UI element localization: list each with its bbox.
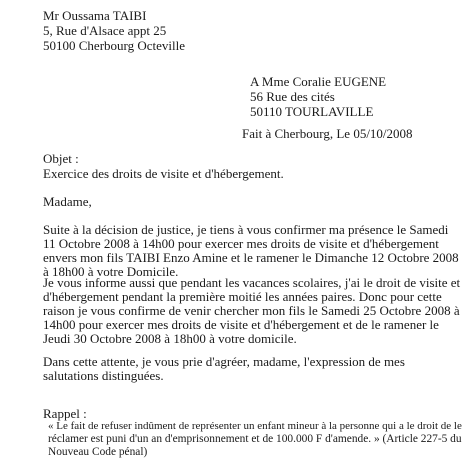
objet-text: Exercice des droits de visite et d'hébergement.: [43, 166, 284, 181]
recipient-name: A Mme Coralie EUGENE: [250, 74, 387, 89]
paragraph-line: 11 Octobre 2008 à 14h00 pour exercer mes droits de visite et d'hébergement: [43, 236, 439, 251]
paragraph-line: raison je vous confirme de venir chercher mon fils le Samedi 25 Octobre 2008 à: [43, 303, 460, 318]
paragraph-line: d'hébergement pendant la première moitié les années paires. Donc pour cette: [43, 289, 442, 304]
paragraph-line: salutations distinguées.: [43, 368, 164, 383]
place-date: Fait à Cherbourg, Le 05/10/2008: [242, 126, 413, 141]
sender-address-line2: 50100 Cherbourg Octeville: [43, 38, 186, 53]
recipient-address-line2: 50110 TOURLAVILLE: [250, 104, 374, 119]
paragraph-line: à 18h00 à votre Domicile.: [43, 264, 179, 279]
sender-name: Mr Oussama TAIBI: [43, 8, 147, 23]
paragraph-line: envers mon fils TAIBI Enzo Amine et le ramener le Dimanche 12 Octobre 2008: [43, 250, 459, 265]
paragraph-line: Jeudi 30 Octobre 2008 à 18h00 à votre domicile.: [43, 331, 297, 346]
paragraph-line: 14h00 pour exercer mes droits de visite et d'hébergement et de le ramener le: [43, 317, 439, 332]
salutation: Madame,: [43, 194, 92, 209]
paragraph-line: Dans cette attente, je vous prie d'agréer, madame, l'expression de mes: [43, 354, 405, 369]
recipient-address-line1: 56 Rue des cités: [250, 89, 335, 104]
paragraph-line: Je vous informe aussi que pendant les vacances scolaires, j'ai le droit de visite et: [43, 275, 461, 290]
rappel-line: réclamer est puni d'un an d'emprisonnement et de 100.000 F d'amende. » (Article 227-5 du: [48, 433, 462, 445]
rappel-line: « Le fait de refuser indûment de représenter un enfant mineur à la personne qui a le droit de le: [48, 420, 462, 432]
rappel-line: Nouveau Code pénal): [48, 446, 148, 458]
sender-address-line1: 5, Rue d'Alsace appt 25: [43, 23, 167, 38]
paragraph-line: Suite à la décision de justice, je tiens à vous confirmer ma présence le Samedi: [43, 222, 449, 237]
rappel-label: Rappel :: [43, 406, 87, 421]
objet-label: Objet :: [43, 151, 79, 166]
